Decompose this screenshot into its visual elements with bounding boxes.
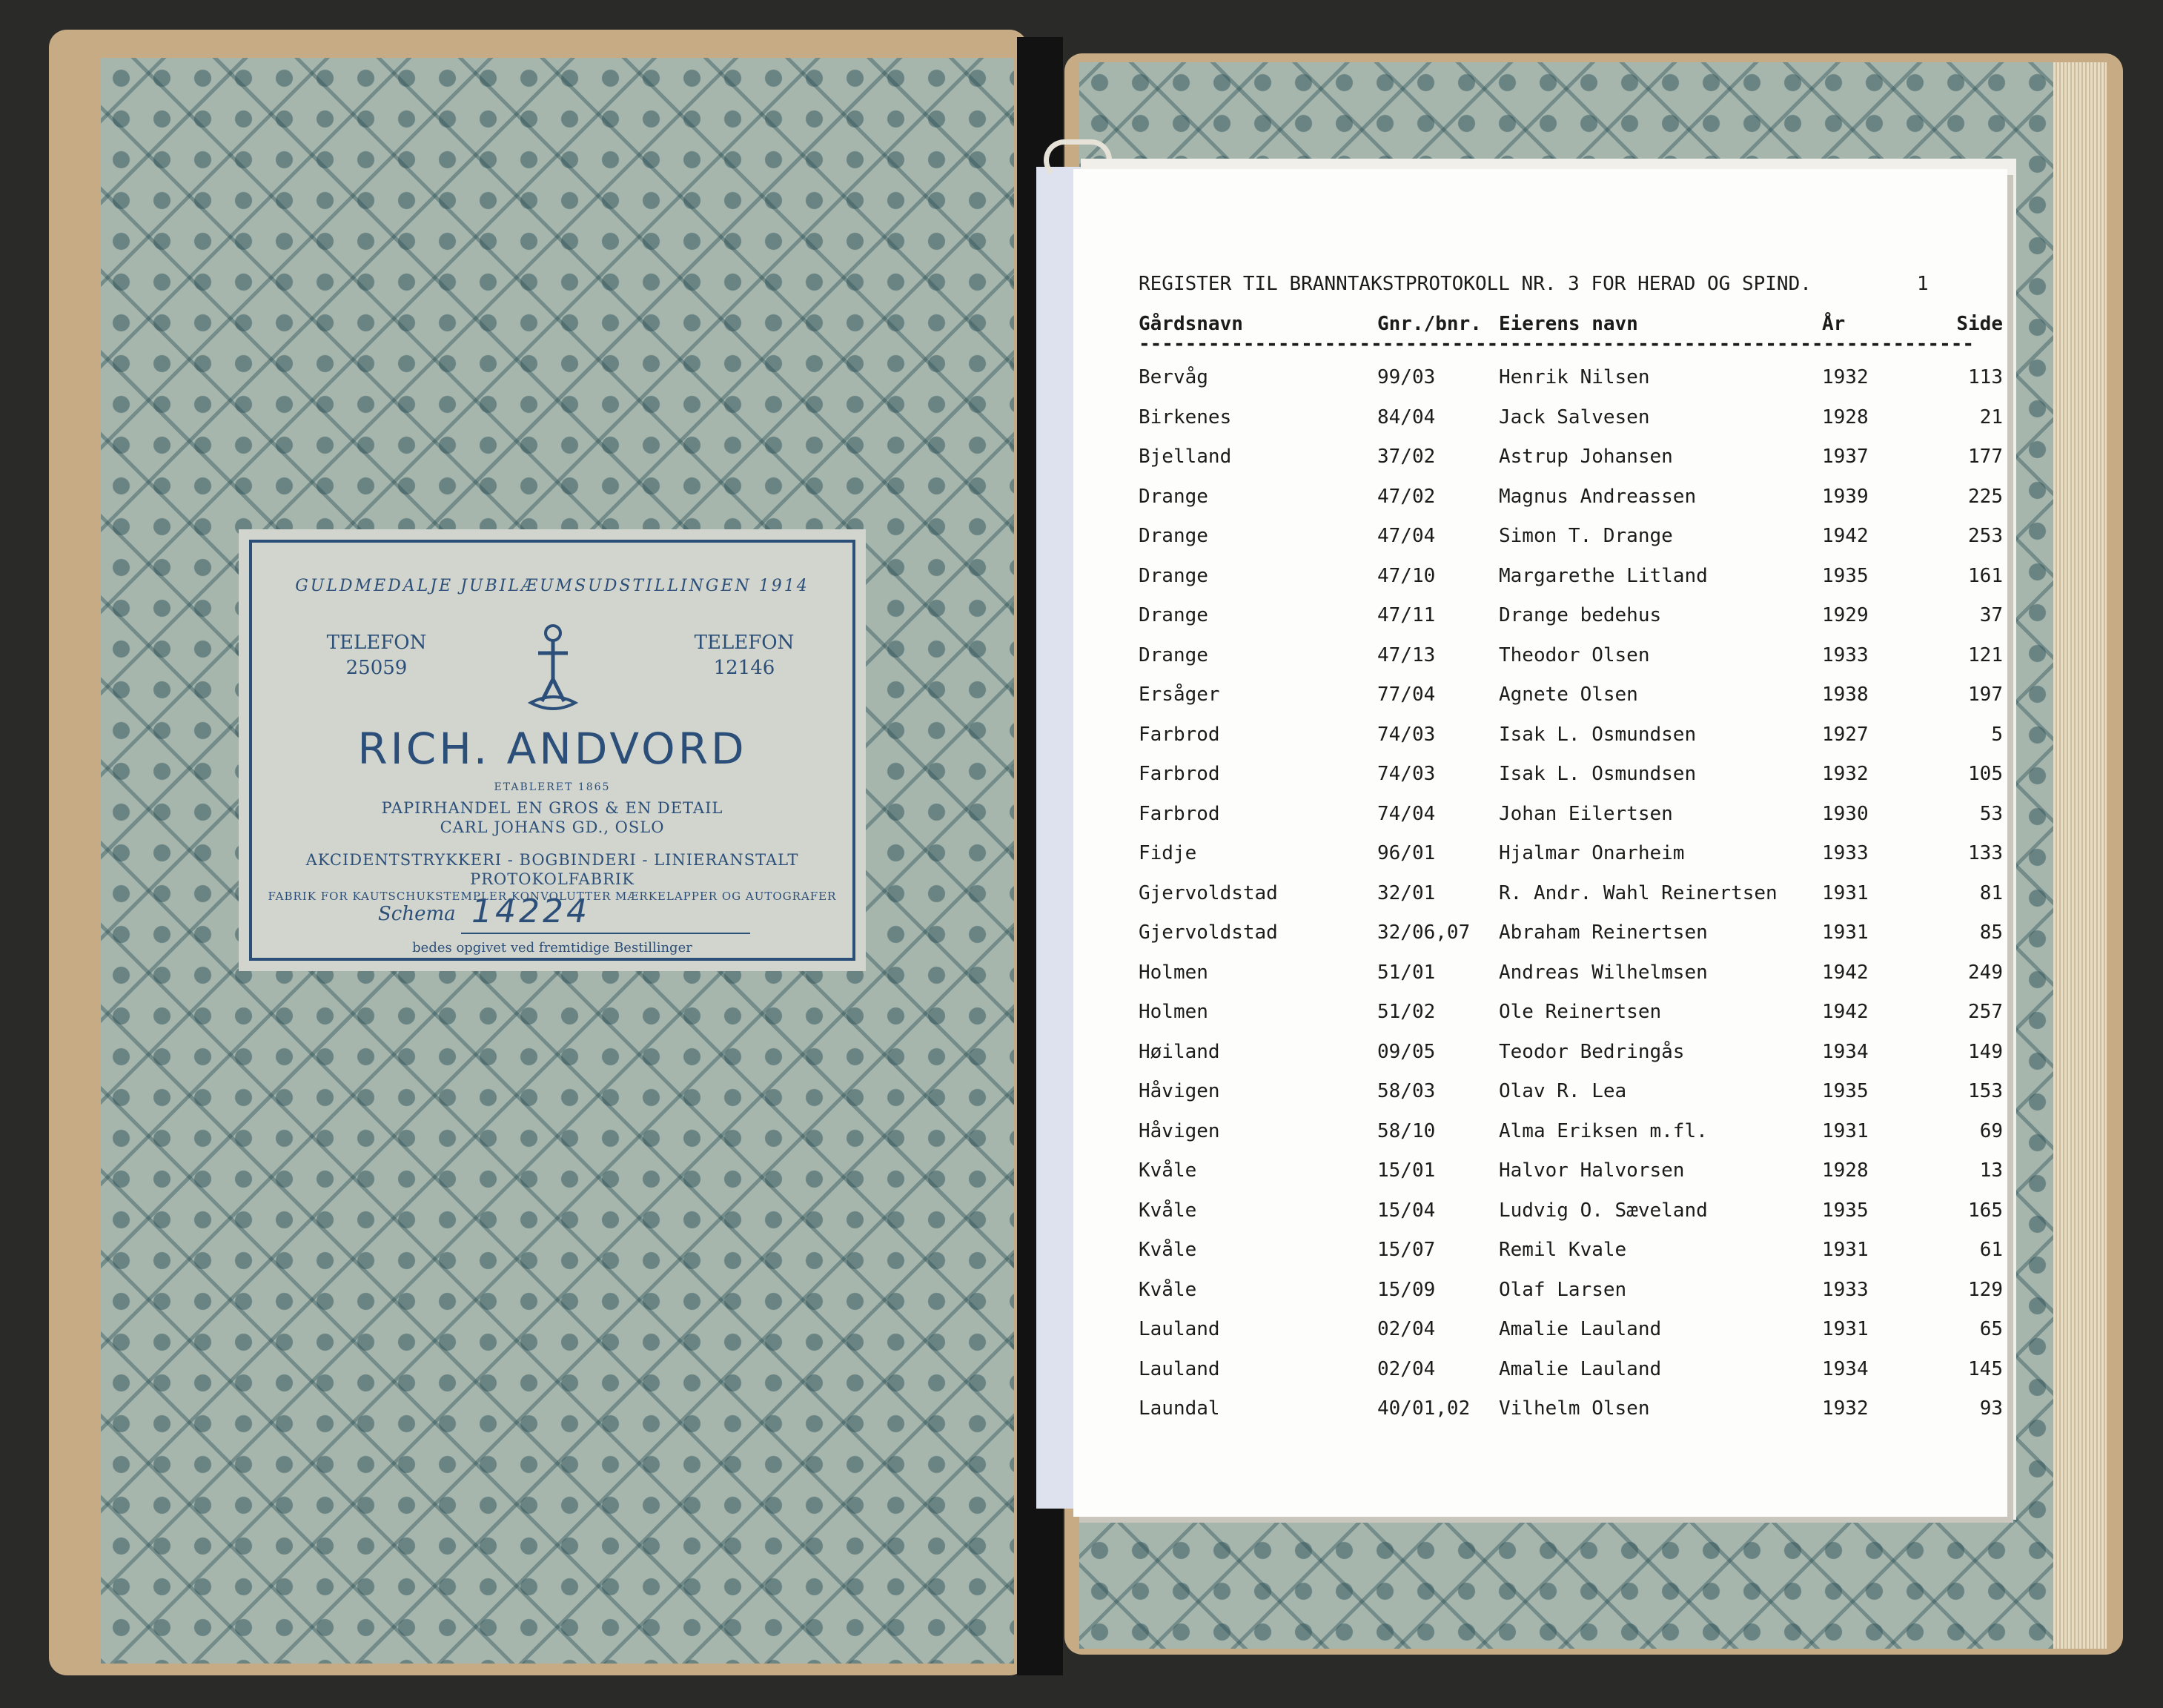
- cell-year: 1927: [1822, 723, 1869, 746]
- schema-number: 14224: [471, 893, 590, 930]
- cell-page: 133: [1968, 842, 2003, 864]
- cell-owner-name: R. Andr. Wahl Reinertsen: [1499, 881, 1778, 904]
- cell-farm-name: Kvåle: [1139, 1278, 1197, 1301]
- cell-farm-name: Håvigen: [1139, 1119, 1220, 1142]
- cell-owner-name: Simon T. Drange: [1499, 525, 1673, 547]
- brand-name: RICH. ANDVORD: [357, 724, 747, 774]
- cell-farm-name: Farbrod: [1139, 723, 1220, 746]
- table-row: [1073, 1001, 2007, 1041]
- cell-page: 177: [1968, 446, 2003, 468]
- mercury-emblem-icon: [516, 620, 590, 716]
- cell-page: 249: [1968, 961, 2003, 984]
- label-line-3: AKCIDENTSTRYKKERI - BOGBINDERI - LINIERANSTALT: [305, 851, 799, 869]
- cell-farm-name: Drange: [1139, 525, 1208, 547]
- cell-farm-name: Laundal: [1139, 1397, 1220, 1420]
- label-line-2: CARL JOHANS GD., OSLO: [440, 818, 665, 836]
- stationer-label: [239, 529, 866, 971]
- cell-year: 1935: [1822, 1080, 1869, 1102]
- telefon-left-number: 25059: [345, 657, 408, 679]
- cell-gnr-bnr: 32/06,07: [1377, 921, 1471, 944]
- cell-year: 1933: [1822, 1278, 1869, 1301]
- cell-farm-name: Drange: [1139, 564, 1208, 587]
- table-row: [1073, 961, 2007, 1002]
- cell-page: 145: [1968, 1357, 2003, 1380]
- cell-page: 93: [1979, 1397, 2003, 1420]
- cell-farm-name: Bervåg: [1139, 366, 1208, 388]
- cell-gnr-bnr: 40/01,02: [1377, 1397, 1471, 1420]
- cell-farm-name: Bjelland: [1139, 446, 1232, 468]
- cell-farm-name: Kvåle: [1139, 1239, 1197, 1261]
- cell-year: 1942: [1822, 1001, 1869, 1023]
- cell-farm-name: Holmen: [1139, 961, 1208, 984]
- cell-year: 1931: [1822, 1119, 1869, 1142]
- label-line-5: FABRIK FOR KAUTSCHUKSTEMPLER KONVOLUTTER MÆRKELAPPER OG AUTOGRAFER: [268, 890, 837, 903]
- register-title: REGISTER TIL BRANNTAKSTPROTOKOLL NR. 3 FOR HERAD OG SPIND.: [1139, 273, 1812, 295]
- cell-farm-name: Lauland: [1139, 1318, 1220, 1340]
- cell-page: 13: [1979, 1159, 2003, 1182]
- cell-farm-name: Drange: [1139, 485, 1208, 508]
- cell-owner-name: Isak L. Osmundsen: [1499, 763, 1697, 785]
- cell-page: 253: [1968, 525, 2003, 547]
- table-row: [1073, 1120, 2007, 1160]
- cell-page: 85: [1979, 921, 2003, 944]
- label-line-4: PROTOKOLFABRIK: [470, 870, 635, 888]
- cell-farm-name: Drange: [1139, 643, 1208, 666]
- cell-page: 121: [1968, 643, 2003, 666]
- stationer-label-frame: [249, 540, 855, 961]
- cell-farm-name: Farbrod: [1139, 763, 1220, 785]
- cell-owner-name: Vilhelm Olsen: [1499, 1397, 1650, 1420]
- table-row: [1073, 446, 2007, 486]
- telefon-right: [685, 630, 804, 681]
- table-row: [1073, 644, 2007, 684]
- table-row: [1073, 525, 2007, 565]
- cell-farm-name: Drange: [1139, 604, 1208, 626]
- cell-farm-name: Kvåle: [1139, 1199, 1197, 1222]
- cell-gnr-bnr: 15/04: [1377, 1199, 1436, 1222]
- cell-year: 1932: [1822, 763, 1869, 785]
- cell-owner-name: Olav R. Lea: [1499, 1080, 1627, 1102]
- cell-page: 149: [1968, 1040, 2003, 1063]
- cell-year: 1942: [1822, 961, 1869, 984]
- cell-owner-name: Amalie Lauland: [1499, 1318, 1662, 1340]
- cell-year: 1931: [1822, 1239, 1869, 1261]
- header-page: Side: [1956, 313, 2003, 335]
- table-row: [1073, 882, 2007, 922]
- table-row: [1073, 1159, 2007, 1199]
- table-row: [1073, 842, 2007, 882]
- cell-page: 165: [1968, 1199, 2003, 1222]
- table-row: [1073, 1239, 2007, 1279]
- cell-farm-name: Gjervoldstad: [1139, 881, 1278, 904]
- schema-label: Schema: [378, 903, 456, 925]
- table-row: [1073, 1080, 2007, 1120]
- table-row: [1073, 724, 2007, 764]
- cell-page: 257: [1968, 1001, 2003, 1023]
- telefon-right-number: 12146: [713, 657, 775, 679]
- header-farm-name: Gårdsnavn: [1139, 313, 1243, 335]
- cell-year: 1928: [1822, 1159, 1869, 1182]
- cell-year: 1931: [1822, 1318, 1869, 1340]
- cell-farm-name: Håvigen: [1139, 1080, 1220, 1102]
- table-row: [1073, 604, 2007, 644]
- cell-farm-name: Farbrod: [1139, 802, 1220, 825]
- cell-year: 1935: [1822, 1199, 1869, 1222]
- cell-owner-name: Jack Salvesen: [1499, 406, 1650, 428]
- cell-year: 1933: [1822, 643, 1869, 666]
- cell-gnr-bnr: 37/02: [1377, 446, 1436, 468]
- cell-gnr-bnr: 15/01: [1377, 1159, 1436, 1182]
- telefon-left-label: TELEFON: [326, 632, 427, 654]
- cell-farm-name: Ersåger: [1139, 683, 1220, 706]
- label-top-line: GULDMEDALJE JUBILÆUMSUDSTILLINGEN 1914: [295, 577, 809, 595]
- cell-year: 1933: [1822, 842, 1869, 864]
- table-row: [1073, 1397, 2007, 1437]
- table-row: [1073, 803, 2007, 843]
- table-row: [1073, 1318, 2007, 1358]
- cell-gnr-bnr: 99/03: [1377, 366, 1436, 388]
- cell-gnr-bnr: 32/01: [1377, 881, 1436, 904]
- header-divider: ------------------------------------------------------------------------: [1139, 333, 1975, 355]
- table-row: [1073, 1279, 2007, 1319]
- cell-year: 1931: [1822, 881, 1869, 904]
- telefon-left: [317, 630, 436, 681]
- cell-owner-name: Remil Kvale: [1499, 1239, 1627, 1261]
- cell-page: 225: [1968, 485, 2003, 508]
- cell-page: 65: [1979, 1318, 2003, 1340]
- cell-farm-name: Kvåle: [1139, 1159, 1197, 1182]
- register-page-number: 1: [1917, 273, 1929, 295]
- cell-farm-name: Høiland: [1139, 1040, 1220, 1063]
- table-row: [1073, 763, 2007, 803]
- table-row: [1073, 1358, 2007, 1398]
- table-row: [1073, 921, 2007, 961]
- cell-farm-name: Gjervoldstad: [1139, 921, 1278, 944]
- cell-farm-name: Fidje: [1139, 842, 1197, 864]
- cell-gnr-bnr: 47/04: [1377, 525, 1436, 547]
- cell-page: 105: [1968, 763, 2003, 785]
- cell-gnr-bnr: 02/04: [1377, 1357, 1436, 1380]
- cell-page: 81: [1979, 881, 2003, 904]
- cell-owner-name: Margarethe Litland: [1499, 564, 1708, 587]
- cell-year: 1932: [1822, 366, 1869, 388]
- cell-owner-name: Teodor Bedringås: [1499, 1040, 1685, 1063]
- cell-page: 53: [1979, 802, 2003, 825]
- cell-year: 1931: [1822, 921, 1869, 944]
- label-bottom-line: bedes opgivet ved fremtidige Bestillinger: [412, 940, 692, 956]
- telefon-right-label: TELEFON: [694, 632, 795, 654]
- cell-year: 1934: [1822, 1357, 1869, 1380]
- cell-owner-name: Halvor Halvorsen: [1499, 1159, 1685, 1182]
- cell-page: 129: [1968, 1278, 2003, 1301]
- cell-owner-name: Astrup Johansen: [1499, 446, 1673, 468]
- cell-gnr-bnr: 96/01: [1377, 842, 1436, 864]
- table-row: [1073, 406, 2007, 446]
- cell-page: 61: [1979, 1239, 2003, 1261]
- cell-gnr-bnr: 77/04: [1377, 683, 1436, 706]
- cell-owner-name: Henrik Nilsen: [1499, 366, 1650, 388]
- cell-owner-name: Agnete Olsen: [1499, 683, 1638, 706]
- cell-year: 1935: [1822, 564, 1869, 587]
- cell-page: 161: [1968, 564, 2003, 587]
- cell-gnr-bnr: 47/11: [1377, 604, 1436, 626]
- cell-gnr-bnr: 51/02: [1377, 1001, 1436, 1023]
- cell-gnr-bnr: 02/04: [1377, 1318, 1436, 1340]
- cell-farm-name: Holmen: [1139, 1001, 1208, 1023]
- cell-year: 1929: [1822, 604, 1869, 626]
- cell-page: 113: [1968, 366, 2003, 388]
- label-line-1: PAPIRHANDEL EN GROS & EN DETAIL: [381, 799, 723, 817]
- cell-gnr-bnr: 74/04: [1377, 802, 1436, 825]
- table-row: [1073, 683, 2007, 724]
- cell-owner-name: Olaf Larsen: [1499, 1278, 1627, 1301]
- cell-owner-name: Ole Reinertsen: [1499, 1001, 1662, 1023]
- cell-owner-name: Abraham Reinertsen: [1499, 921, 1708, 944]
- table-row: [1073, 1199, 2007, 1239]
- cell-farm-name: Birkenes: [1139, 406, 1232, 428]
- cell-gnr-bnr: 74/03: [1377, 723, 1436, 746]
- cell-gnr-bnr: 51/01: [1377, 961, 1436, 984]
- cell-year: 1939: [1822, 485, 1869, 508]
- cell-owner-name: Alma Eriksen m.fl.: [1499, 1119, 1708, 1142]
- cell-page: 69: [1979, 1119, 2003, 1142]
- register-sheet: [1073, 169, 2007, 1517]
- cell-page: 37: [1979, 604, 2003, 626]
- header-owner-name: Eierens navn: [1499, 313, 1638, 335]
- cell-owner-name: Hjalmar Onarheim: [1499, 842, 1685, 864]
- cell-year: 1942: [1822, 525, 1869, 547]
- cell-gnr-bnr: 47/10: [1377, 564, 1436, 587]
- page-block-edges: [2053, 62, 2107, 1649]
- cell-year: 1938: [1822, 683, 1869, 706]
- cell-gnr-bnr: 58/10: [1377, 1119, 1436, 1142]
- cell-gnr-bnr: 15/07: [1377, 1239, 1436, 1261]
- table-row: [1073, 366, 2007, 406]
- cell-gnr-bnr: 58/03: [1377, 1080, 1436, 1102]
- cell-gnr-bnr: 74/03: [1377, 763, 1436, 785]
- cell-gnr-bnr: 47/02: [1377, 485, 1436, 508]
- cell-year: 1937: [1822, 446, 1869, 468]
- cell-owner-name: Ludvig O. Sæveland: [1499, 1199, 1708, 1222]
- schema-underline: [461, 933, 750, 934]
- cell-owner-name: Andreas Wilhelmsen: [1499, 961, 1708, 984]
- header-year: År: [1822, 313, 1846, 335]
- cell-year: 1928: [1822, 406, 1869, 428]
- cell-gnr-bnr: 15/09: [1377, 1278, 1436, 1301]
- table-row: [1073, 565, 2007, 605]
- cell-owner-name: Drange bedehus: [1499, 604, 1662, 626]
- cell-owner-name: Johan Eilertsen: [1499, 802, 1673, 825]
- cell-page: 21: [1979, 406, 2003, 428]
- table-row: [1073, 486, 2007, 526]
- header-gnr-bnr: Gnr./bnr.: [1377, 313, 1482, 335]
- cell-farm-name: Lauland: [1139, 1357, 1220, 1380]
- cell-gnr-bnr: 47/13: [1377, 643, 1436, 666]
- cell-owner-name: Isak L. Osmundsen: [1499, 723, 1697, 746]
- cell-owner-name: Theodor Olsen: [1499, 643, 1650, 666]
- cell-owner-name: Magnus Andreassen: [1499, 485, 1697, 508]
- cell-page: 153: [1968, 1080, 2003, 1102]
- cell-page: 5: [1991, 723, 2003, 746]
- cell-year: 1932: [1822, 1397, 1869, 1420]
- cell-gnr-bnr: 09/05: [1377, 1040, 1436, 1063]
- cell-owner-name: Amalie Lauland: [1499, 1357, 1662, 1380]
- cell-year: 1930: [1822, 802, 1869, 825]
- cell-year: 1934: [1822, 1040, 1869, 1063]
- cell-gnr-bnr: 84/04: [1377, 406, 1436, 428]
- cell-page: 197: [1968, 683, 2003, 706]
- established-line: ETABLERET 1865: [494, 781, 611, 793]
- table-row: [1073, 1041, 2007, 1081]
